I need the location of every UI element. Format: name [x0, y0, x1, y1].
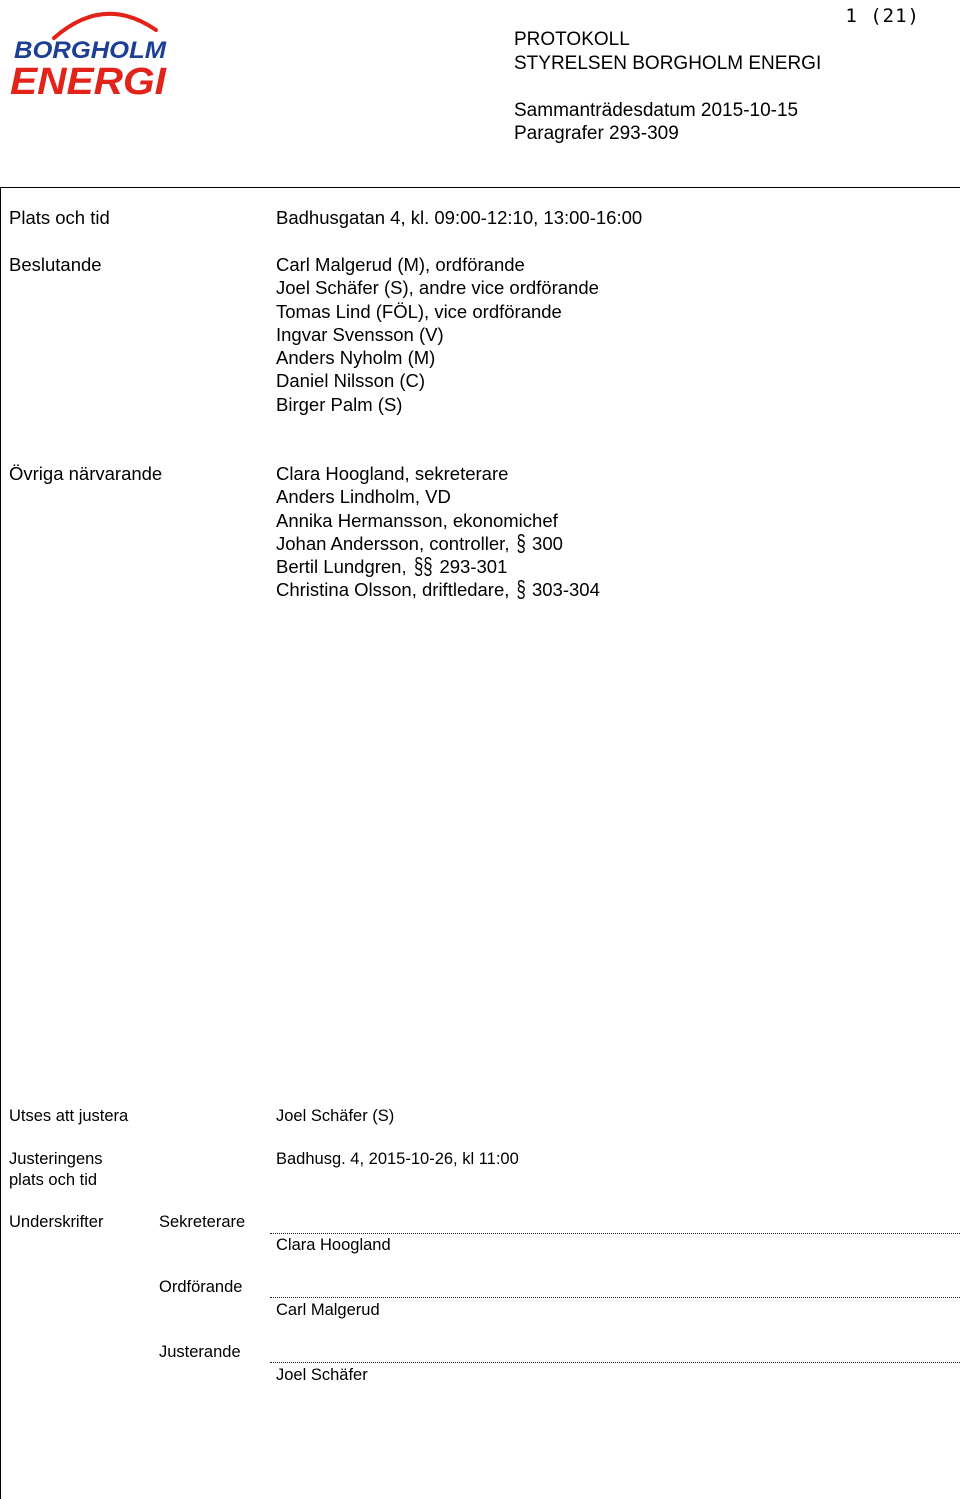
section-reference: 293-301 — [439, 556, 508, 578]
list-item — [276, 552, 600, 580]
document-title: PROTOKOLL — [514, 29, 630, 50]
list-item: Joel Schäfer (S), andre vice ordförande — [276, 277, 599, 299]
signature-line-adjuster — [270, 1362, 960, 1363]
signature-role-chair: Ordförande — [159, 1278, 243, 1296]
signature-line-secretary — [270, 1233, 960, 1234]
meeting-date: Sammanträdesdatum 2015-10-15 — [514, 99, 799, 121]
logo-line2: ENERGI — [10, 61, 168, 98]
adjust-label: Utses att justera — [9, 1107, 129, 1125]
document-subtitle: STYRELSEN BORGHOLM ENERGI — [514, 52, 822, 74]
signature-name-adjuster: Joel Schäfer — [276, 1366, 368, 1384]
list-item: Clara Hoogland, sekreterare — [276, 463, 509, 484]
list-item — [276, 578, 600, 601]
borgholm-energi-logo — [8, 2, 170, 98]
signatures-label: Underskrifter — [9, 1213, 104, 1231]
adjust-place-label-line1: Justeringens — [9, 1150, 103, 1168]
list-item: Ingvar Svensson (V) — [276, 323, 444, 345]
section-reference: 300 — [532, 532, 563, 554]
header-divider — [0, 187, 960, 188]
signature-name-chair: Carl Malgerud — [276, 1301, 380, 1319]
page-number: 1 (21) — [845, 5, 920, 27]
list-item: Tomas Lind (FÖL), vice ordförande — [276, 300, 562, 322]
attendee-text: Johan Andersson, controller, — [276, 532, 510, 554]
others-label: Övriga närvarande — [9, 463, 163, 484]
others-members-list — [276, 462, 600, 602]
section-sign: § — [516, 529, 526, 556]
signature-name-secretary: Clara Hoogland — [276, 1236, 391, 1254]
attendee-text: Christina Olsson, driftledare, — [276, 579, 510, 601]
list-item: Anders Nyholm (M) — [276, 347, 436, 369]
left-margin-line — [0, 187, 1, 1499]
place-time-label: Plats och tid — [9, 207, 110, 228]
list-item: Birger Palm (S) — [276, 393, 403, 415]
section-sign: § — [516, 576, 526, 603]
place-time-value: Badhusgatan 4, kl. 09:00-12:10, 13:00-16:00 — [276, 207, 643, 228]
section-sign: §§ — [413, 552, 433, 580]
signature-role-secretary: Sekreterare — [159, 1213, 246, 1231]
adjust-place-value: Badhusg. 4, 2015-10-26, kl 11:00 — [276, 1150, 519, 1168]
attendee-text: Bertil Lundgren, — [276, 556, 407, 578]
deciding-label: Beslutande — [9, 254, 102, 275]
list-item: Daniel Nilsson (C) — [276, 370, 426, 392]
signature-role-adjuster: Justerande — [159, 1343, 241, 1361]
deciding-members-list — [276, 253, 599, 416]
list-item — [276, 529, 600, 556]
adjust-place-label-line2: plats och tid — [9, 1171, 98, 1189]
signature-line-chair — [270, 1297, 960, 1298]
list-item: Carl Malgerud (M), ordförande — [276, 254, 525, 275]
header-block — [514, 28, 821, 146]
list-item: Anders Lindholm, VD — [276, 486, 451, 508]
logo-line1: BORGHOLM — [14, 37, 168, 64]
adjust-value: Joel Schäfer (S) — [276, 1107, 395, 1125]
section-reference: 303-304 — [531, 579, 600, 601]
list-item: Annika Hermansson, ekonomichef — [276, 509, 558, 531]
adjust-place-label — [9, 1149, 103, 1191]
paragraph-range: Paragrafer 293-309 — [514, 123, 679, 144]
